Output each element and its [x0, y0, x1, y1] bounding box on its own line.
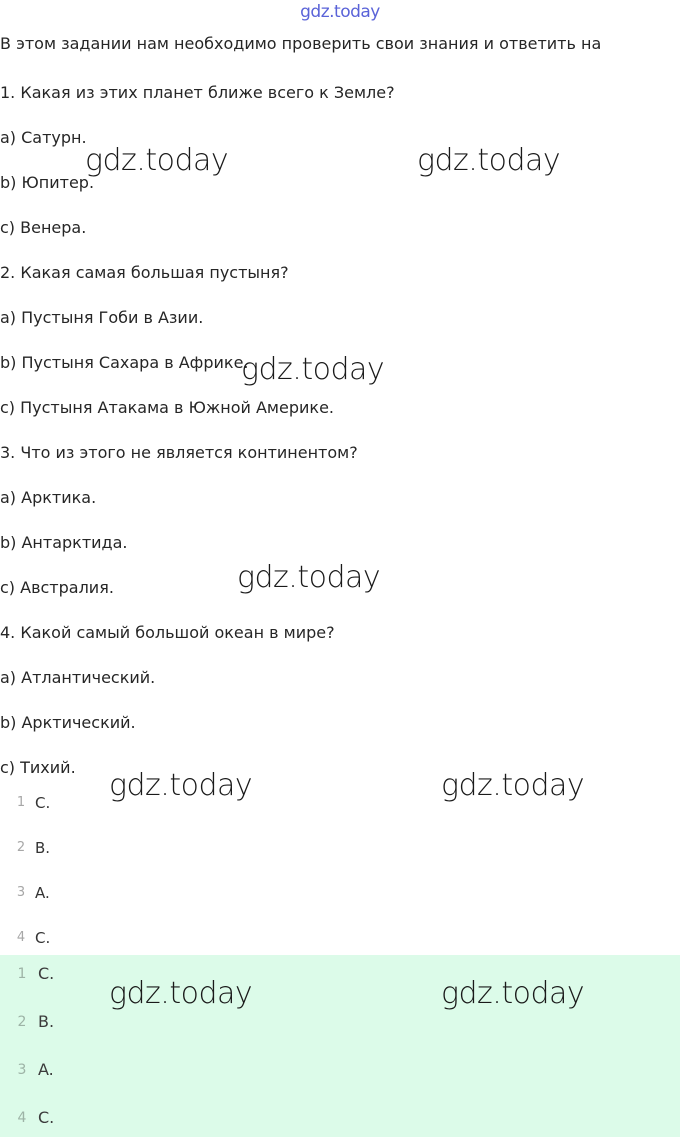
question-3-option-c: c) Австралия.: [0, 578, 114, 597]
answer-number: 4: [16, 930, 26, 945]
answer-number: 2: [16, 840, 26, 855]
watermark: gdz.today: [109, 768, 253, 803]
watermark: gdz.today: [85, 143, 229, 178]
watermark: gdz.today: [441, 768, 585, 803]
question-2-option-a: a) Пустыня Гоби в Азии.: [0, 308, 204, 327]
answer-number: 1: [17, 966, 27, 982]
answer-value: A.: [38, 1060, 54, 1079]
watermark: gdz.today: [241, 352, 385, 387]
question-1-option-a: a) Сатурн.: [0, 128, 87, 147]
watermark: gdz.today: [417, 143, 561, 178]
answer-value: B.: [38, 1012, 55, 1031]
intro-text: В этом задании нам необходимо проверить свои знания и ответить на: [0, 34, 602, 53]
question-4-option-b: b) Арктический.: [0, 713, 136, 732]
question-3: 3. Что из этого не является континентом?: [0, 443, 358, 462]
answer-value: A.: [35, 884, 50, 902]
answer-number: 2: [17, 1014, 27, 1030]
answer-value: C.: [38, 1108, 55, 1127]
answer-value: C.: [35, 794, 51, 812]
question-4-option-a: a) Атлантический.: [0, 668, 156, 687]
watermark: gdz.today: [237, 560, 381, 595]
question-3-option-b: b) Антарктида.: [0, 533, 128, 552]
answer-number: 3: [16, 885, 26, 900]
question-2-option-c: c) Пустыня Атакама в Южной Америке.: [0, 398, 334, 417]
answer-value: B.: [35, 839, 51, 857]
answer-value: C.: [35, 929, 51, 947]
question-1: 1. Какая из этих планет ближе всего к Земле?: [0, 83, 395, 102]
question-2-option-b: b) Пустыня Сахара в Африке.: [0, 353, 249, 372]
answer-value: C.: [38, 964, 55, 983]
site-logo[interactable]: gdz.today: [300, 2, 380, 22]
answer-number: 4: [17, 1110, 27, 1126]
question-2: 2. Какая самая большая пустыня?: [0, 263, 289, 282]
watermark: gdz.today: [441, 976, 585, 1011]
answer-number: 1: [16, 795, 26, 810]
question-1-option-b: b) Юпитер.: [0, 173, 95, 192]
question-1-option-c: c) Венера.: [0, 218, 87, 237]
answer-number: 3: [17, 1062, 27, 1078]
question-3-option-a: a) Арктика.: [0, 488, 97, 507]
question-4: 4. Какой самый большой океан в мире?: [0, 623, 335, 642]
watermark: gdz.today: [109, 976, 253, 1011]
question-4-option-c: c) Тихий.: [0, 758, 76, 777]
